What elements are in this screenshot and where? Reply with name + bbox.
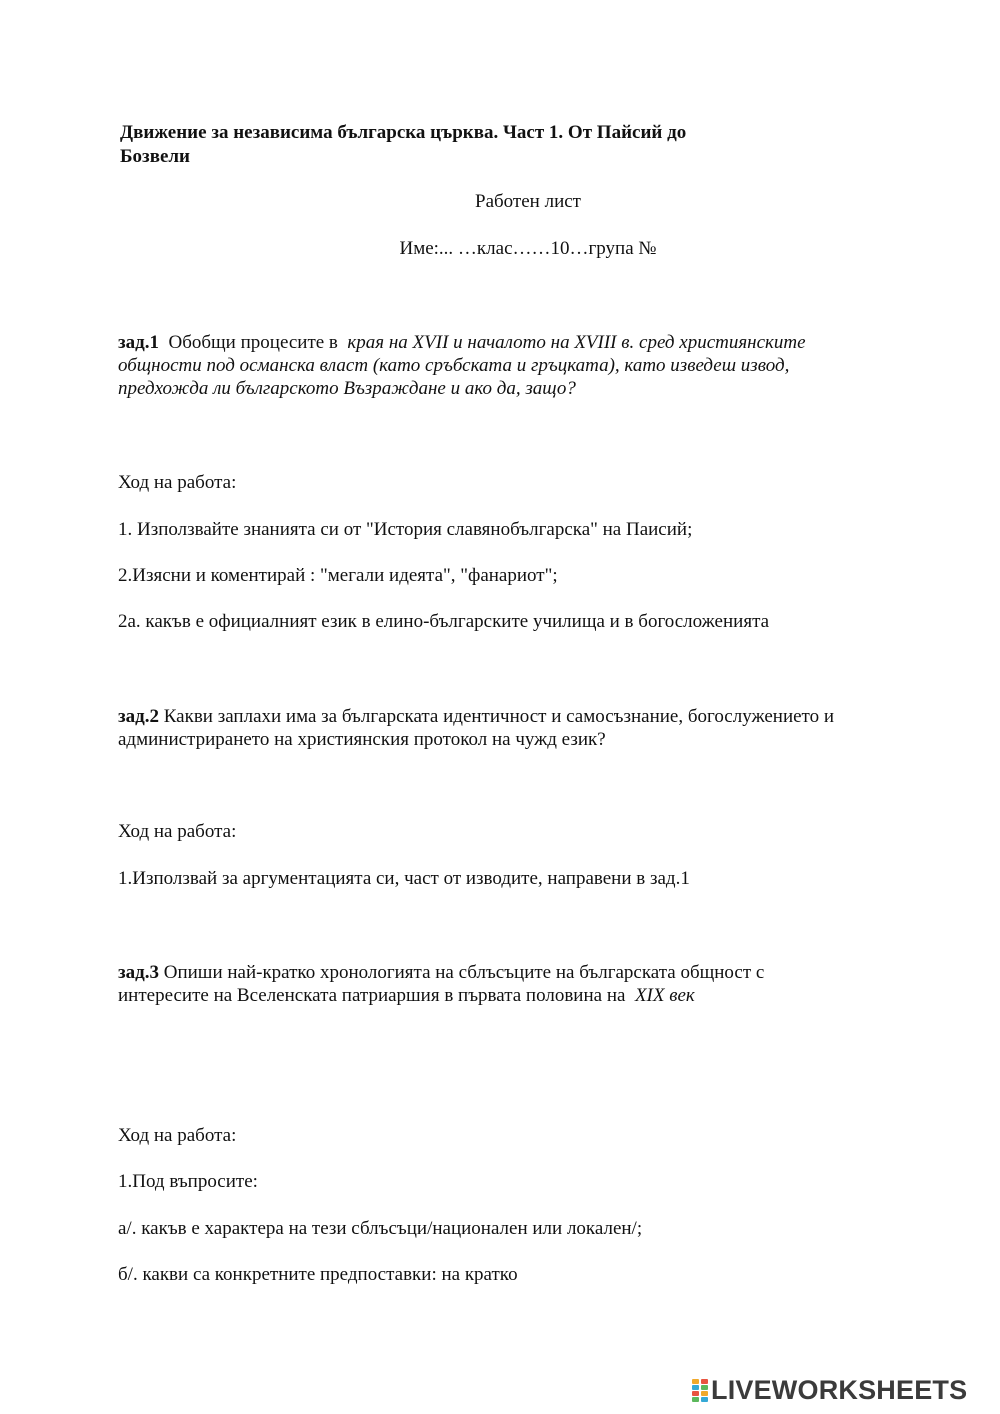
task3-text-italic: XIX век — [634, 985, 695, 1006]
task1-step-1: 1. Използвайте знанията си от "История славянобългарска" на Паисий; — [118, 519, 693, 540]
liveworksheets-logo-icon — [692, 1378, 709, 1403]
task1-work-heading: Ход на работа: — [118, 472, 237, 493]
task1-step-2: 2.Изясни и коментирай : "мегали идеята", "фанариот"; — [118, 565, 558, 586]
task1-text-line2: общности под османска власт (като сръбската и гръцката), като изведеш извод, — [118, 355, 790, 376]
task2-text: Какви заплахи има за българската идентичност и самосъзнание, богослужението и — [159, 706, 835, 727]
task1-text-line3: предхожда ли българското Възраждане и ако да, защо? — [118, 378, 576, 399]
page-title: Движение за независима българска църква. Част 1. От Пайсий до — [120, 122, 687, 143]
task1-label: зад.1 — [118, 332, 159, 353]
task2-question — [118, 705, 834, 729]
task3-label: зад.3 — [118, 962, 159, 983]
task2-label: зад.2 — [118, 706, 159, 727]
task1-text-italic: края на XVII и началото на XVIII в. сред християнските — [347, 332, 806, 353]
task3-step-b: б/. какви са конкретните предпоставки: на кратко — [118, 1264, 518, 1285]
task3-work-heading: Ход на работа: — [118, 1125, 237, 1146]
student-info-line: Име:... …клас……10…група № — [399, 238, 657, 259]
task3-step-a: а/. какъв е характера на тези сблъсъци/национален или локален/; — [118, 1218, 643, 1239]
task1-question — [118, 331, 806, 355]
task2-step-1: 1.Използвай за аргументацията си, част от изводите, направени в зад.1 — [118, 868, 690, 889]
task2-text-line2: администрирането на християнския протокол на чужд език? — [118, 729, 606, 750]
watermark-text: LIVEWORKSHEETS — [711, 1374, 968, 1405]
task3-question — [118, 961, 764, 985]
task2-work-heading: Ход на работа: — [118, 821, 237, 842]
task3-step-1: 1.Под въпросите: — [118, 1171, 258, 1192]
worksheet-subtitle: Работен лист — [475, 191, 581, 212]
liveworksheets-watermark — [692, 1376, 967, 1404]
task3-text-plain: интересите на Вселенската патриаршия в първата половина на — [118, 985, 635, 1006]
page-title-continued: Бозвели — [120, 146, 190, 167]
task3-text: Опиши най-кратко хронологията на сблъсъците на българската общност с — [159, 962, 765, 983]
task1-text-plain: Обобщи процесите в — [159, 332, 348, 353]
task3-text-line2 — [118, 984, 695, 1008]
task1-step-2a: 2а. какъв е официалният език в елино-българските училища и в богосложенията — [118, 611, 770, 632]
